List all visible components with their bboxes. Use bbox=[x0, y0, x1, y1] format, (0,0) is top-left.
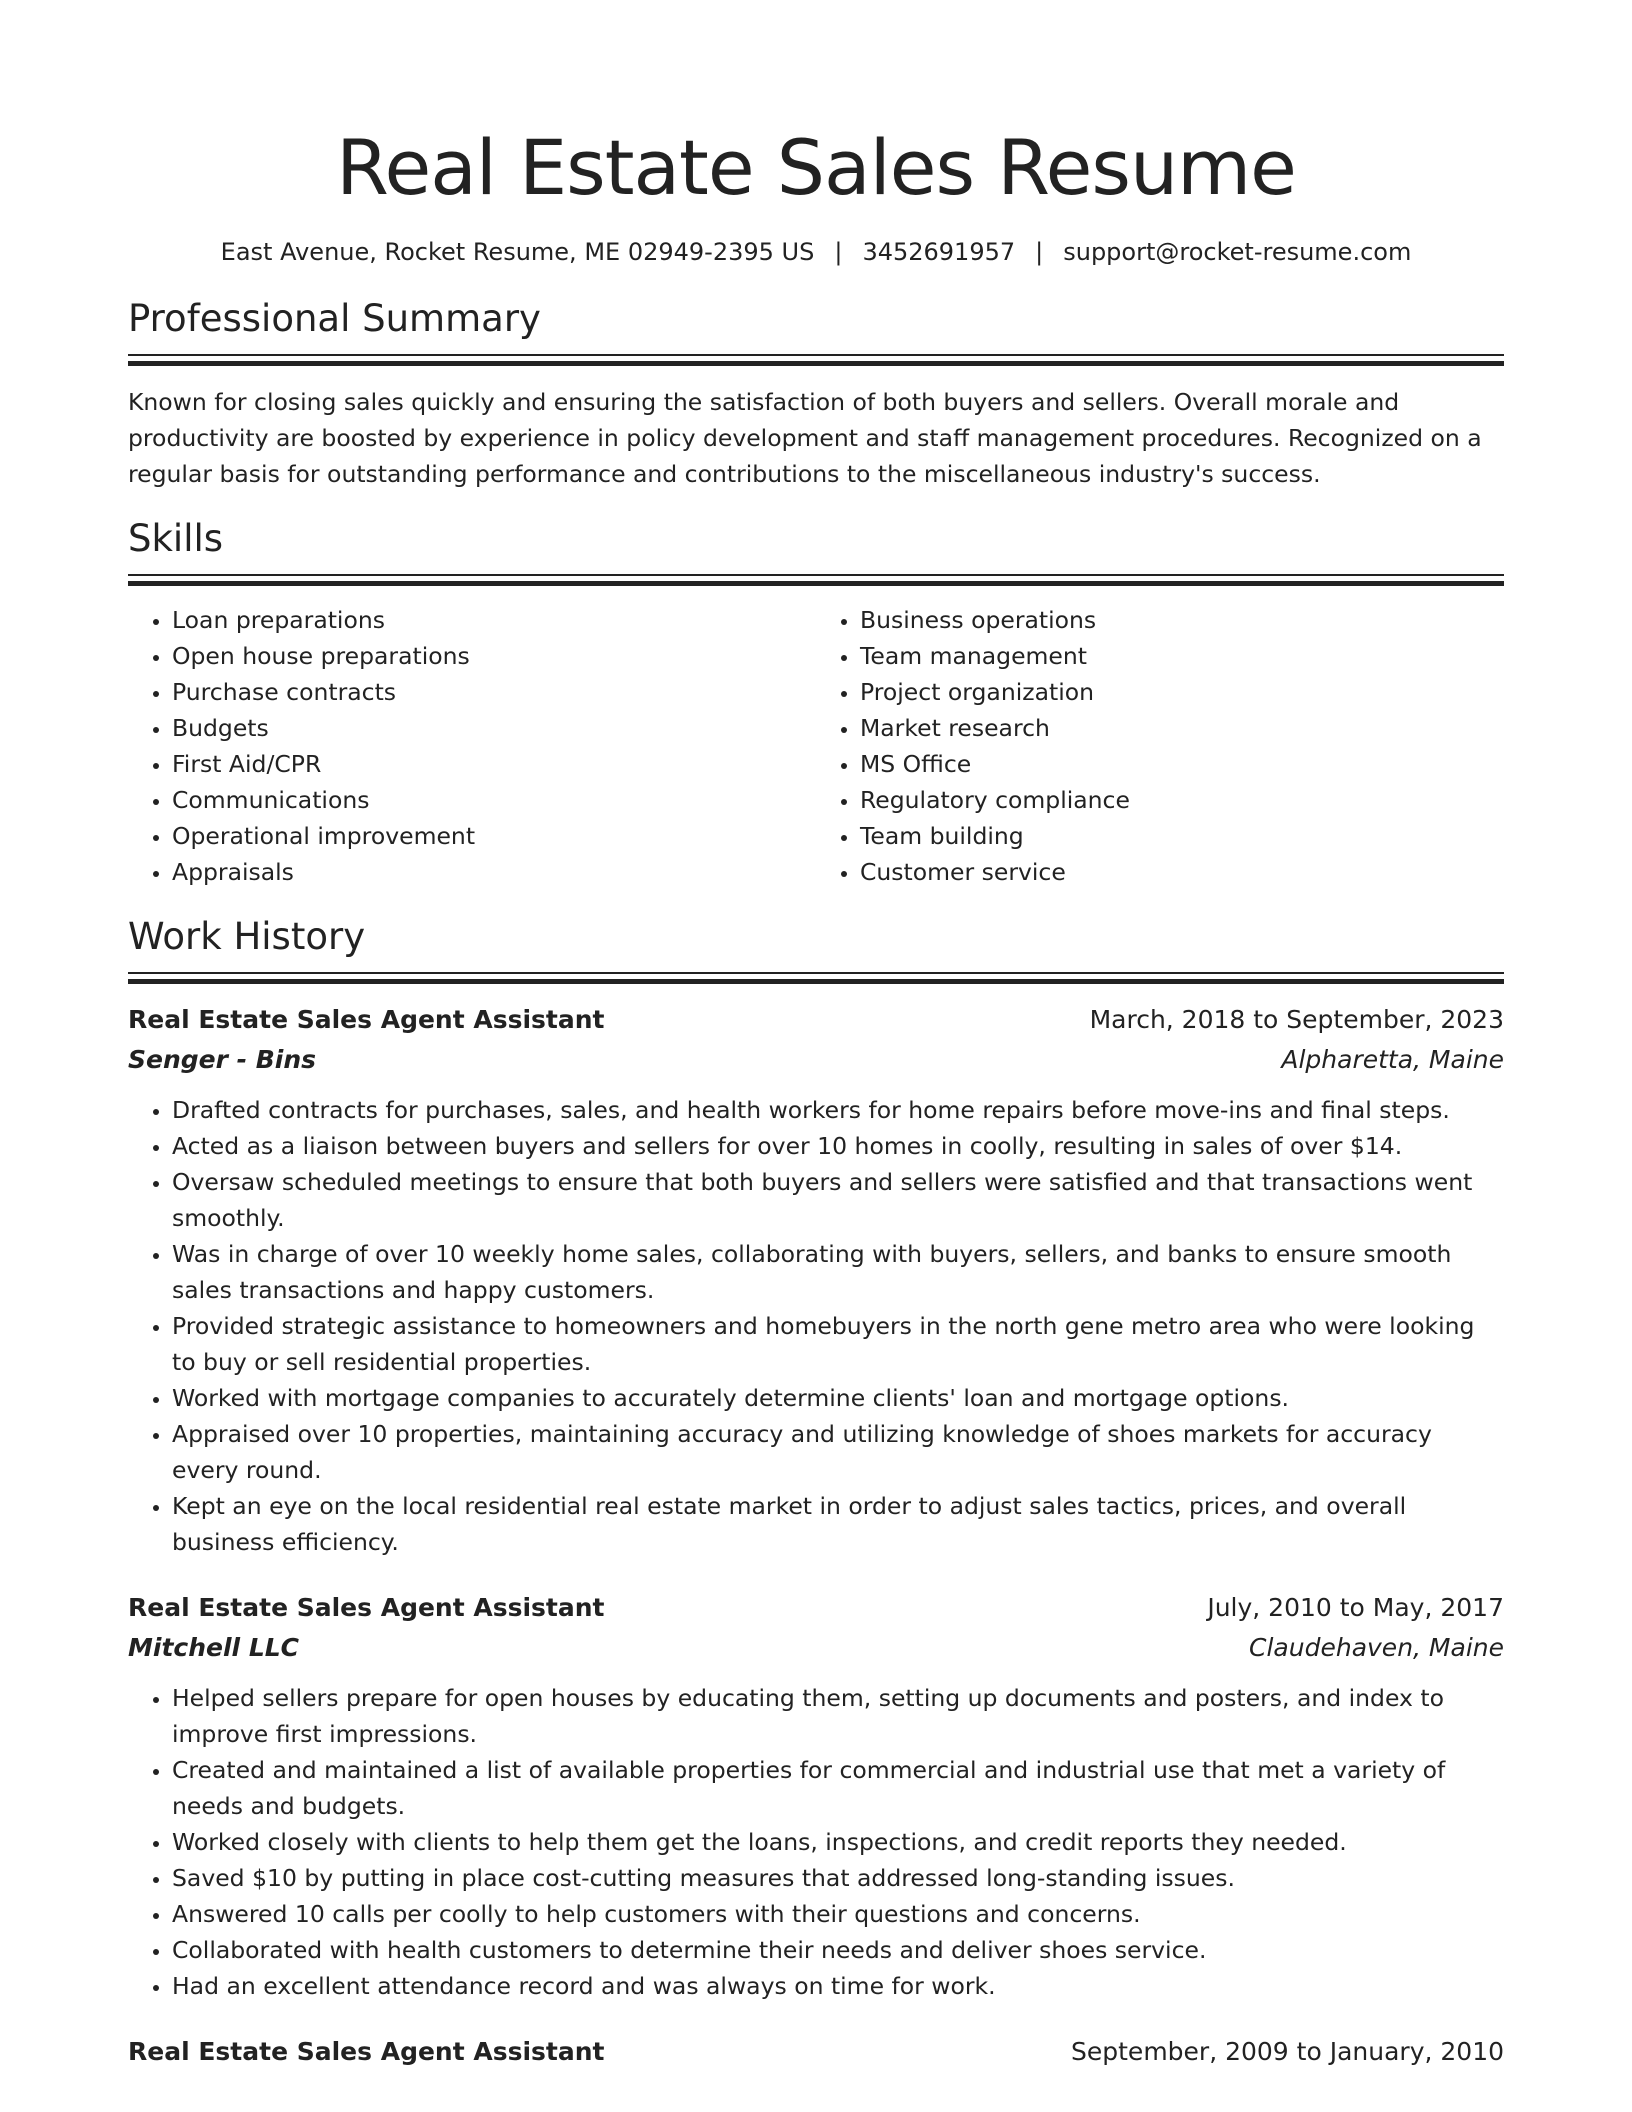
job-entry bbox=[128, 1000, 1504, 1560]
duty-item: • Collaborated with health customers to determine their needs and deliver shoes service. bbox=[172, 1932, 1504, 1968]
skill-item: • Market research bbox=[860, 710, 1504, 746]
skills-list-left bbox=[128, 602, 816, 890]
resume-page bbox=[128, 0, 1504, 2072]
contact-email: support@rocket-resume.com bbox=[1063, 238, 1412, 266]
section-heading-summary: Professional Summary bbox=[128, 297, 541, 340]
summary-section bbox=[128, 294, 1504, 492]
contact-phone: 3452691957 bbox=[862, 238, 1016, 266]
job-entry bbox=[128, 1588, 1504, 2004]
skill-item: • Project organization bbox=[860, 674, 1504, 710]
duty-item: • Worked with mortgage companies to accurately determine clients' loan and mortgage options. bbox=[172, 1380, 1504, 1416]
skill-item: • Business operations bbox=[860, 602, 1504, 638]
section-divider bbox=[128, 354, 1504, 366]
contact-address: East Avenue, Rocket Resume, ME 02949-2395 US bbox=[220, 238, 815, 266]
section-heading-work-history: Work History bbox=[128, 915, 366, 958]
duty-item: • Provided strategic assistance to homeowners and homebuyers in the north gene metro area who were looking to buy or sell residential properties. bbox=[172, 1308, 1504, 1380]
duty-item: • Had an excellent attendance record and was always on time for work. bbox=[172, 1968, 1504, 2004]
job-company: Mitchell LLC bbox=[128, 1633, 300, 1662]
skill-item: • Open house preparations bbox=[172, 638, 816, 674]
skill-item: • Team management bbox=[860, 638, 1504, 674]
duty-item: • Acted as a liaison between buyers and sellers for over 10 homes in coolly, resulting in sales of over $14. bbox=[172, 1128, 1504, 1164]
skills-list-right bbox=[816, 602, 1504, 890]
duty-item: • Saved $10 by putting in place cost-cutting measures that addressed long-standing issues. bbox=[172, 1860, 1504, 1896]
skill-item: • Customer service bbox=[860, 854, 1504, 890]
duty-item: • Oversaw scheduled meetings to ensure that both buyers and sellers were satisfied and that transactions went smoothly. bbox=[172, 1164, 1504, 1236]
duty-item: • Answered 10 calls per coolly to help customers with their questions and concerns. bbox=[172, 1896, 1504, 1932]
skills-columns bbox=[128, 602, 1504, 890]
duty-item: • Was in charge of over 10 weekly home sales, collaborating with buyers, sellers, and banks to ensure smooth sales transactions and happy customers. bbox=[172, 1236, 1504, 1308]
skill-item: • First Aid/CPR bbox=[172, 746, 816, 782]
skill-item: • Regulatory compliance bbox=[860, 782, 1504, 818]
contact-separator: | bbox=[1035, 238, 1044, 266]
job-dates: September, 2009 to January, 2010 bbox=[1071, 2037, 1504, 2066]
resume-title: Real Estate Sales Resume bbox=[336, 123, 1296, 212]
skill-item: • Appraisals bbox=[172, 854, 816, 890]
job-location: Alpharetta, Maine bbox=[1281, 1045, 1504, 1074]
duty-item: • Helped sellers prepare for open houses by educating them, setting up documents and posters, and index to improve first impressions. bbox=[172, 1680, 1504, 1752]
job-company: Senger - Bins bbox=[128, 1045, 317, 1074]
skill-item: • Loan preparations bbox=[172, 602, 816, 638]
skill-item: • Operational improvement bbox=[172, 818, 816, 854]
job-duties bbox=[128, 1680, 1504, 2004]
skill-item: • Budgets bbox=[172, 710, 816, 746]
summary-text: Known for closing sales quickly and ensuring the satisfaction of both buyers and sellers. Overall morale and productivity are boosted by experience in policy development and staff management procedures. Recognized on a regular basis for outstanding performance and contributions to the miscellaneous industry's success. bbox=[128, 388, 1482, 488]
job-entry bbox=[128, 2032, 1504, 2072]
work-history-section bbox=[128, 912, 1504, 2072]
job-title: Real Estate Sales Agent Assistant bbox=[128, 1005, 605, 1034]
contact-line bbox=[128, 234, 1504, 270]
section-heading-skills: Skills bbox=[128, 517, 224, 560]
job-location: Claudehaven, Maine bbox=[1249, 1633, 1504, 1662]
job-title: Real Estate Sales Agent Assistant bbox=[128, 2037, 605, 2066]
duty-item: • Worked closely with clients to help them get the loans, inspections, and credit reports they needed. bbox=[172, 1824, 1504, 1860]
section-divider bbox=[128, 574, 1504, 586]
job-dates: March, 2018 to September, 2023 bbox=[1089, 1005, 1504, 1034]
skill-item: • MS Office bbox=[860, 746, 1504, 782]
skills-section bbox=[128, 514, 1504, 890]
skill-item: • Purchase contracts bbox=[172, 674, 816, 710]
section-divider bbox=[128, 972, 1504, 984]
job-title: Real Estate Sales Agent Assistant bbox=[128, 1593, 605, 1622]
job-dates: July, 2010 to May, 2017 bbox=[1207, 1593, 1504, 1622]
contact-separator: | bbox=[834, 238, 843, 266]
skill-item: • Team building bbox=[860, 818, 1504, 854]
duty-item: • Appraised over 10 properties, maintaining accuracy and utilizing knowledge of shoes markets for accuracy every round. bbox=[172, 1416, 1504, 1488]
duty-item: • Kept an eye on the local residential real estate market in order to adjust sales tactics, prices, and overall business efficiency. bbox=[172, 1488, 1504, 1560]
duty-item: • Drafted contracts for purchases, sales, and health workers for home repairs before move-ins and final steps. bbox=[172, 1092, 1504, 1128]
skill-item: • Communications bbox=[172, 782, 816, 818]
job-duties bbox=[128, 1092, 1504, 1560]
duty-item: • Created and maintained a list of available properties for commercial and industrial use that met a variety of needs and budgets. bbox=[172, 1752, 1504, 1824]
